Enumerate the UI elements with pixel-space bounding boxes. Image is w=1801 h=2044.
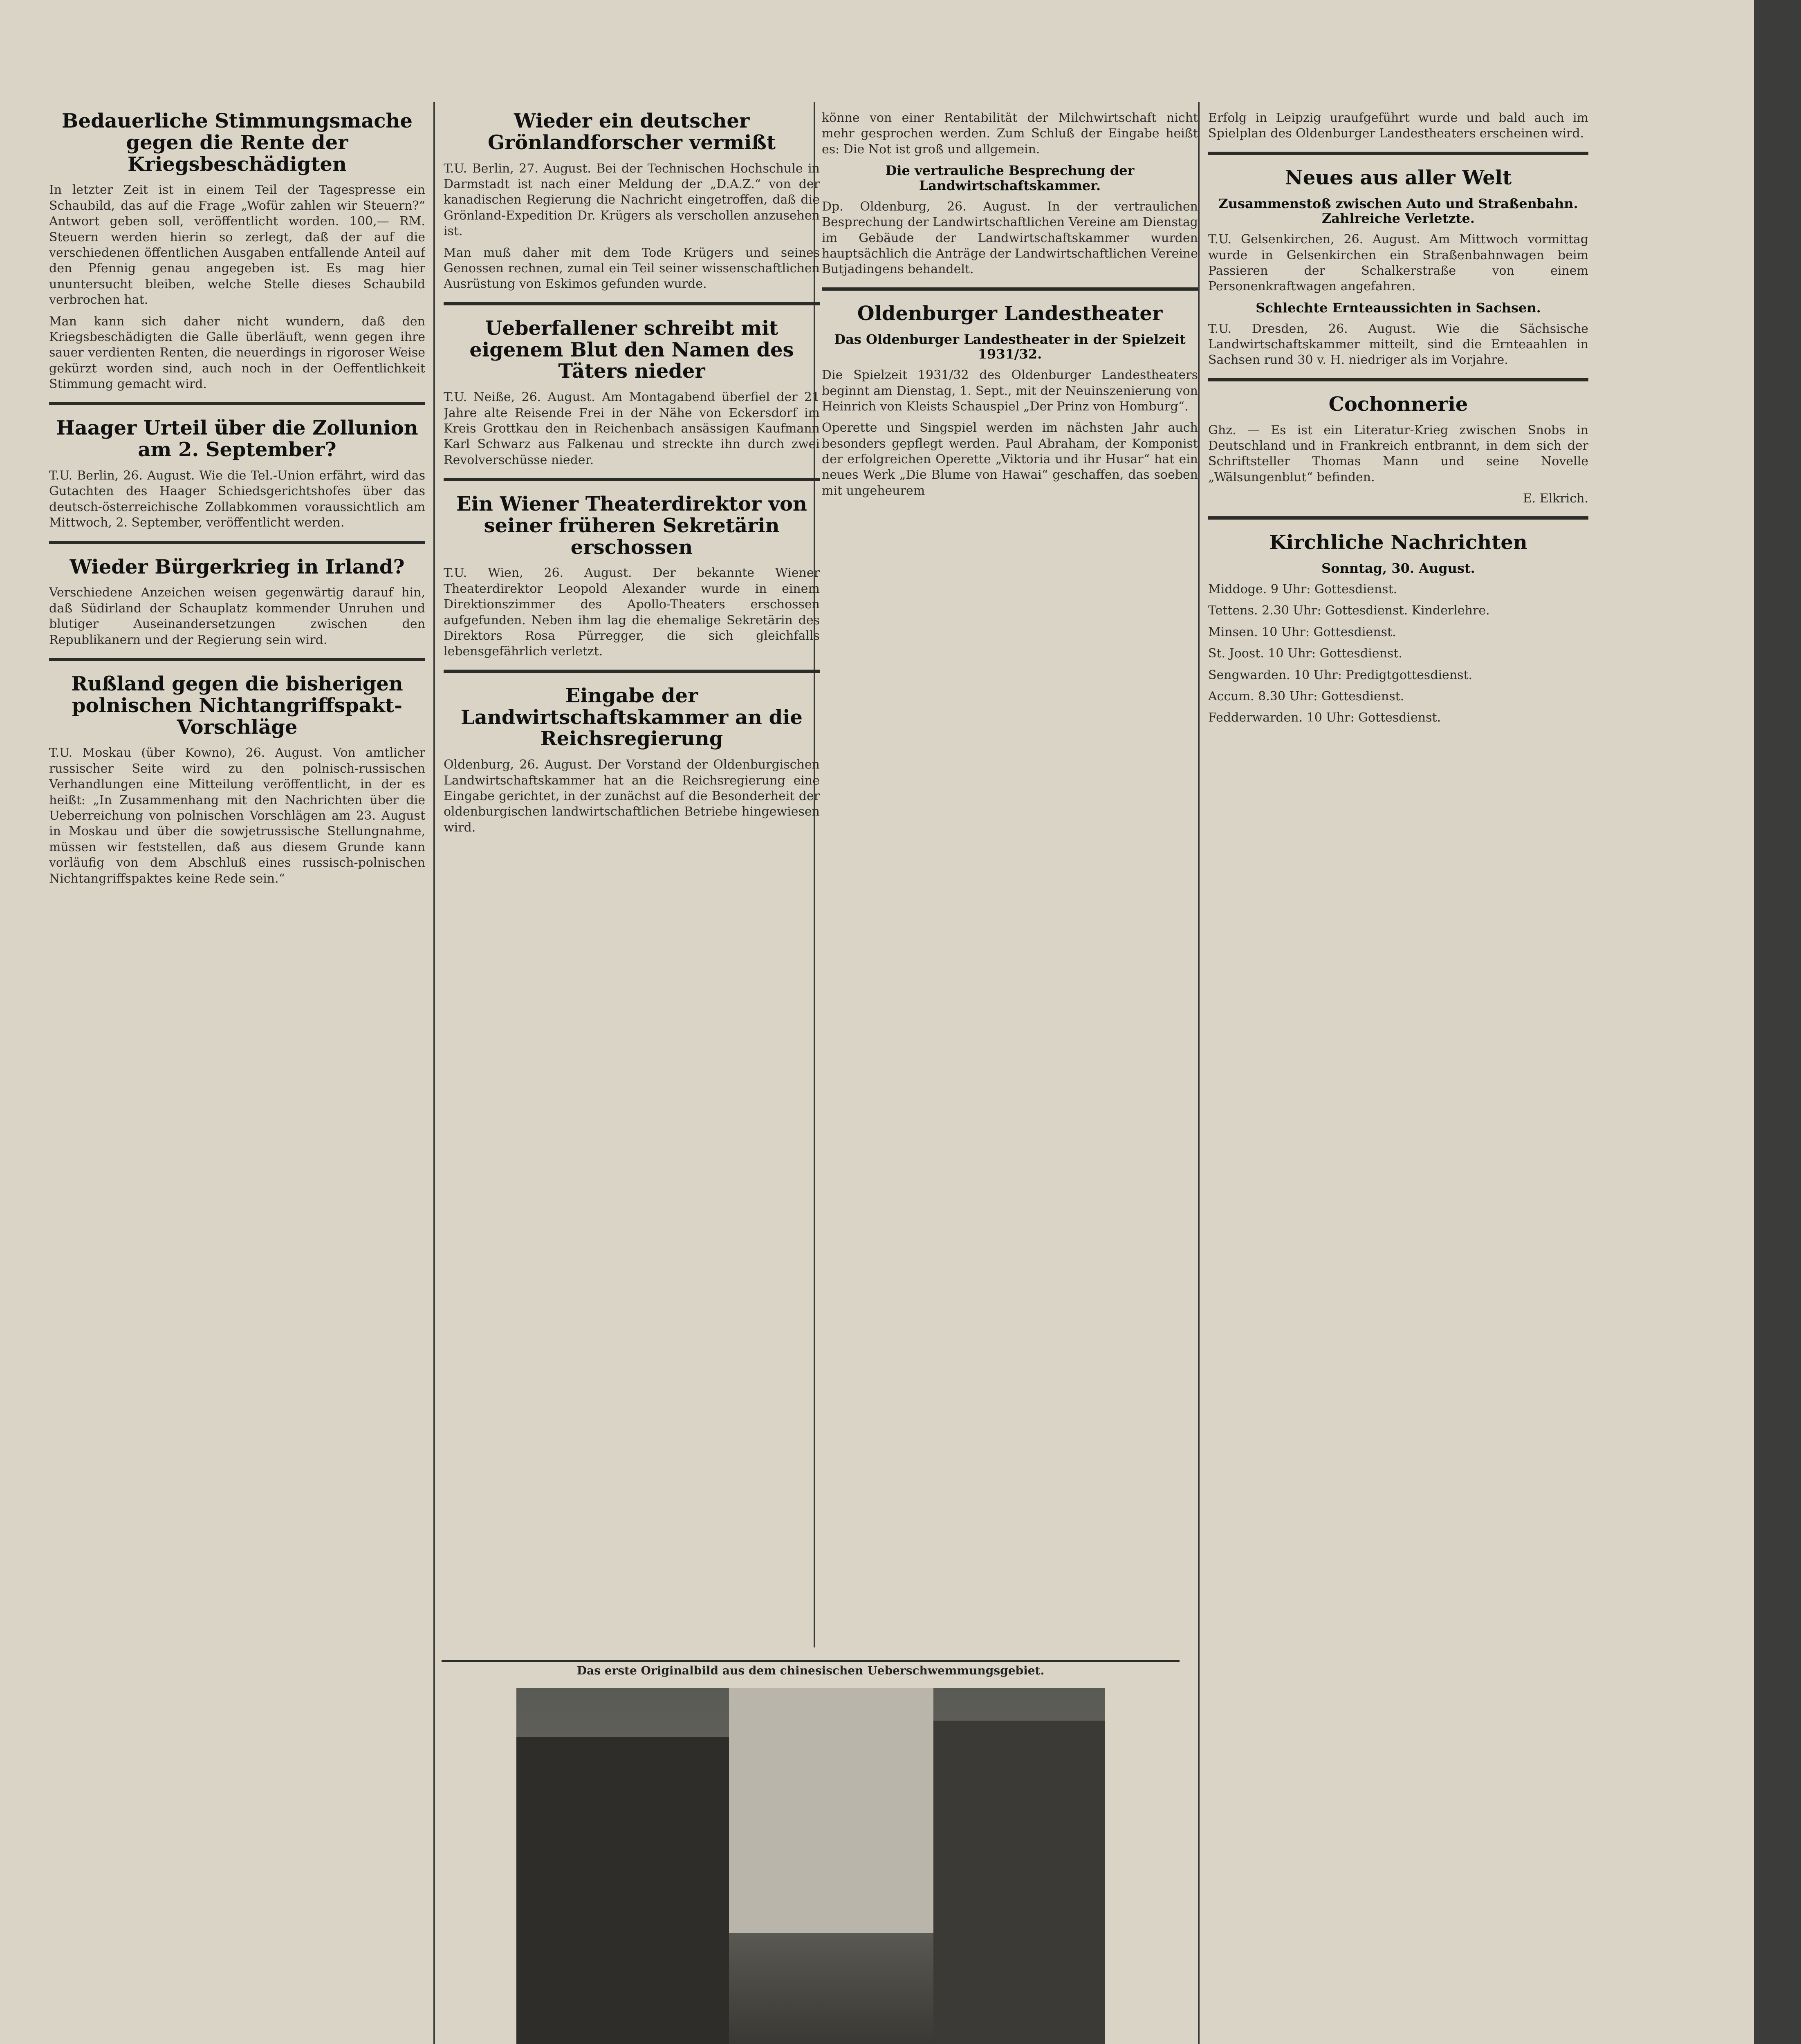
- article-title: Eingabe der Landwirtschaftskammer an die Reichsregierung: [461, 684, 803, 751]
- article-subtitle: Die vertrauliche Besprechung der Landwirtschaftskammer.: [885, 163, 1135, 193]
- article-separator: [444, 670, 820, 673]
- photo-frame-top: [442, 1660, 1180, 1662]
- article-separator: [822, 287, 1198, 291]
- article-signature: E. Elkrich.: [1523, 491, 1588, 506]
- article-title: Wieder ein deutscher Grönlandforscher vermißt: [487, 110, 776, 154]
- article-subtitle: Schlechte Ernteaussichten in Sachsen.: [1256, 300, 1541, 316]
- article-paragraph: T.U. Gelsenkirchen, 26. August. Am Mittwoch vormittag wurde in Gelsenkirchen ein Straßenbahnwagen beim Passieren der Schalkerstraße von einem Personenkraftwagen angefahren.: [1208, 232, 1588, 294]
- article-paragraph: Ghz. — Es ist ein Literatur-Krieg zwischen Snobs in Deutschland und in Frankreich entbrannt, in dem sich der Schriftsteller Thomas Mann und seine Novelle „Wälsungenblut“ befinden.: [1208, 423, 1588, 484]
- article-separator: [1208, 516, 1588, 520]
- church-item: St. Joost. 10 Uhr: Gottesdienst.: [1208, 646, 1402, 661]
- column-4: [1208, 110, 1588, 2044]
- article-paragraph: Man muß daher mit dem Tode Krügers und seines Genossen rechnen, zumal ein Teil seiner wissenschaftlichen Ausrüstung von Eskimos gefunden wurde.: [444, 245, 820, 291]
- scan-edge: [1754, 0, 1801, 2044]
- article-title: Ein Wiener Theaterdirektor von seiner früheren Sekretärin erschossen: [456, 493, 807, 559]
- photo-building-right: [933, 1721, 1105, 2044]
- article-separator: [49, 541, 425, 544]
- article-paragraph: T.U. Dresden, 26. August. Wie die Sächsische Landwirtschaftskammer mitteilt, sind die Ernteaahlen in Sachsen rund 30 v. H. niedriger als im Vorjahre.: [1208, 321, 1588, 368]
- article-title: Rußland gegen die bisherigen polnischen Nichtangriffspakt-Vorschläge: [71, 672, 403, 739]
- article-paragraph: könne von einer Rentabilität der Milchwirtschaft nicht mehr gesprochen werden. Zum Schluß der Eingabe heißt es: Die Not ist groß und allgemein.: [822, 111, 1198, 157]
- article-title: Kirchliche Nachrichten: [1269, 531, 1527, 554]
- article-separator: [1208, 378, 1588, 381]
- article-title: Neues aus aller Welt: [1285, 166, 1512, 189]
- column-1: [49, 110, 425, 2044]
- article-paragraph: T.U. Berlin, 27. August. Bei der Technischen Hochschule in Darmstadt ist nach einer Meldung der „D.A.Z.“ von der kanadischen Regierung die Nachricht eingetroffen, daß die Grönland-Expedition Dr. Krügers als verschollen anzusehen ist.: [444, 161, 820, 239]
- article-title: Bedauerliche Stimmungsmache gegen die Rente der Kriegsbeschädigten: [62, 110, 413, 176]
- article-paragraph: Dp. Oldenburg, 26. August. In der vertraulichen Besprechung der Landwirtschaftlichen Vereine am Dienstag im Gebäude der Landwirtschaftskammer wurden hauptsächlich die Anträge der Landwirtschaftlichen Vereine Butjadingens behandelt.: [822, 199, 1198, 277]
- flood-photo-block: [444, 1664, 1177, 2044]
- article-separator: [1208, 152, 1588, 155]
- article-separator: [444, 478, 820, 481]
- column-rule: [1198, 102, 1200, 2044]
- article-paragraph: Verschiedene Anzeichen weisen gegenwärtig darauf hin, daß Südirland der Schauplatz kommender Unruhen und blutiger Auseinandersetzungen zwischen den Republikanern und der Regierung sein wird.: [49, 585, 425, 647]
- article-title: Haager Urteil über die Zollunion am 2. September?: [56, 417, 418, 462]
- article-title: Cochonnerie: [1328, 392, 1468, 416]
- article-separator: [49, 658, 425, 661]
- church-item: Fedderwarden. 10 Uhr: Gottesdienst.: [1208, 710, 1441, 725]
- column-rule: [433, 102, 435, 2044]
- article-title: Ueberfallener schreibt mit eigenem Blut den Namen des Täters nieder: [469, 316, 794, 383]
- article-paragraph: Erfolg in Leipzig uraufgeführt wurde und bald auch im Spielplan des Oldenburger Landestheaters erscheinen wird.: [1208, 111, 1588, 141]
- column-3: [822, 110, 1198, 1647]
- church-item: Accum. 8.30 Uhr: Gottesdienst.: [1208, 689, 1404, 704]
- article-title: Wieder Bürgerkrieg in Irland?: [70, 555, 405, 578]
- article-title: Oldenburger Landestheater: [857, 302, 1163, 325]
- flood-photo: [516, 1688, 1105, 2044]
- article-separator: [444, 302, 820, 305]
- article-paragraph: Die Spielzeit 1931/32 des Oldenburger Landestheaters beginnt am Dienstag, 1. Sept., mit der Neuinszenierung von Heinrich von Kleists Schauspiel „Der Prinz von Homburg“.: [822, 368, 1198, 414]
- article-paragraph: T.U. Moskau (über Kowno), 26. August. Von amtlicher russischer Seite wird zu den polnisch-russischen Verhandlungen eine Mitteilung veröffentlicht, in der es heißt: „In Zusammenhang mit den Nachrichten über die Ueberreichung von polnischen Vorschlägen am 23. August in Moskau und über die sowjetrussische Stellungnahme, müssen wir feststellen, daß aus diesem Grunde kann vorläufig von dem Abschluß eines russisch-polnischen Nichtangriffspaktes keine Rede sein.“: [49, 746, 425, 886]
- article-paragraph: T.U. Neiße, 26. August. Am Montagabend überfiel der 21 Jahre alte Reisende Frei in der Nähe von Eckersdorf im Kreis Grottkau den in Reichenbach ansässigen Kaufmann Karl Schwarz aus Falkenau und streckte ihn durch zwei Revolverschüsse nieder.: [444, 390, 820, 467]
- church-item: Minsen. 10 Uhr: Gottesdienst.: [1208, 625, 1396, 639]
- article-separator: [49, 402, 425, 405]
- article-paragraph: In letzter Zeit ist in einem Teil der Tagespresse ein Schaubild, das auf die Frage „Wofür zahlen wir Steuern?“ Antwort geben soll, veröffentlicht worden. 100,— RM. Steuern werden hierin so zerlegt, daß der auf die verschiedenen öffentlichen Ausgaben entfallende Anteil auf den Pfennig genau angegeben ist. Es mag hier ununtersucht bleiben, welche Stelle dieses Schaubild verbrochen hat.: [49, 183, 425, 307]
- photo-sky: [729, 1688, 933, 1933]
- article-subtitle: Das Oldenburger Landestheater in der Spielzeit 1931/32.: [834, 331, 1186, 362]
- church-item: Tettens. 2.30 Uhr: Gottesdienst. Kinderlehre.: [1208, 603, 1490, 618]
- church-item: Sengwarden. 10 Uhr: Predigtgottesdienst.: [1208, 668, 1473, 682]
- article-subtitle: Zusammenstoß zwischen Auto und Straßenbahn. Zahlreiche Verletzte.: [1218, 195, 1578, 226]
- photo-caption-top: Das erste Originalbild aus dem chinesischen Ueberschwemmungsgebiet.: [576, 1664, 1045, 1677]
- article-paragraph: T.U. Wien, 26. August. Der bekannte Wiener Theaterdirektor Leopold Alexander wurde in einem Direktionszimmer des Apollo-Theaters erschossen aufgefunden. Neben ihm lag die ehemalige Sekretärin des Direktors Rosa Pürregger, die sich gleichfalls lebensgefährlich verletzt.: [444, 566, 820, 659]
- article-paragraph: T.U. Berlin, 26. August. Wie die Tel.-Union erfährt, wird das Gutachten des Haager Schiedsgerichtshofes über das deutsch-österreichische Zollabkommen voraussichtlich am Mittwoch, 2. September, veröffentlicht werden.: [49, 468, 425, 530]
- photo-building-left: [516, 1737, 729, 2044]
- column-2: [444, 110, 820, 1647]
- church-item: Middoge. 9 Uhr: Gottesdienst.: [1208, 582, 1397, 597]
- article-paragraph: Man kann sich daher nicht wundern, daß den Kriegsbeschädigten die Galle überläuft, wenn gegen ihre sauer verdienten Renten, die neuerdings in rigoroser Weise gekürzt worden sind, auch noch in der Oeffentlichkeit Stimmung gemacht wird.: [49, 314, 425, 392]
- article-subtitle: Sonntag, 30. August.: [1321, 560, 1475, 576]
- article-paragraph: Operette und Singspiel werden im nächsten Jahr auch besonders gepflegt werden. Paul Abraham, der Komponist der erfolgreichen Operette „Viktoria und ihr Husar“ hat ein neues Werk „Die Blume von Hawai“ geschaffen, das soeben mit ungeheurem: [822, 421, 1198, 498]
- article-paragraph: Oldenburg, 26. August. Der Vorstand der Oldenburgischen Landwirtschaftskammer hat an die Reichsregierung eine Eingabe gerichtet, in der zunächst auf die Besonderheit der oldenburgischen landwirtschaftlichen Betriebe hingewiesen wird.: [444, 758, 820, 835]
